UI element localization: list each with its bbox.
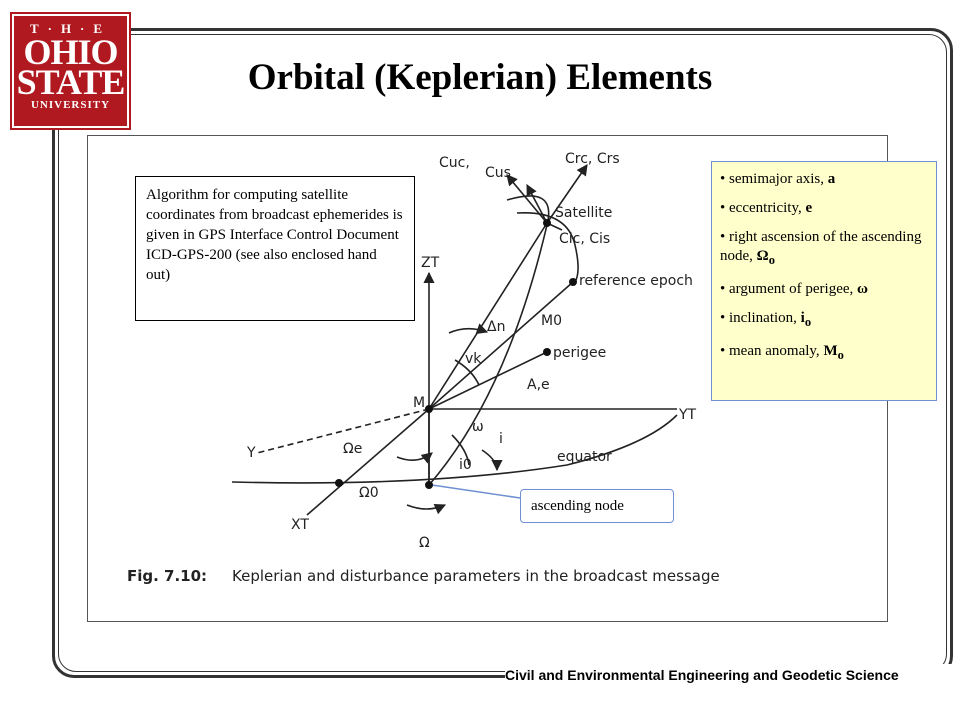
label-equator: equator xyxy=(557,449,612,465)
label-ae: A,e xyxy=(527,377,550,393)
element-right-ascension: • right ascension of the ascending node, $\Omega_o$ xyxy=(720,229,922,267)
ascending-node-point xyxy=(425,481,433,489)
label-yt: YT xyxy=(679,407,697,423)
logo-state: STATE xyxy=(16,62,125,102)
perigee-point xyxy=(543,348,551,356)
omega-point xyxy=(335,479,343,487)
element-inclination: • inclination, $i_o$ xyxy=(720,310,812,329)
label-delta-n: Δn xyxy=(487,319,506,335)
satellite-point xyxy=(543,219,551,227)
label-cic-cis: Cic, Cis xyxy=(559,231,611,247)
element-semimajor-axis: • semimajor axis, a xyxy=(720,171,836,187)
logo-ohio: OHIO xyxy=(23,32,118,72)
elements-list xyxy=(711,161,937,401)
reference-epoch-point xyxy=(569,278,577,286)
label-zt: ZT xyxy=(421,255,440,271)
label-cus: Cus xyxy=(485,165,511,181)
label-crc-crs: Crc, Crs xyxy=(565,151,620,167)
logo-the: T·H·E xyxy=(29,21,112,36)
orbit-curve xyxy=(429,196,549,485)
logo-university: UNIVERSITY xyxy=(30,99,111,111)
label-y: Y xyxy=(247,445,256,461)
element-argument-of-perigee: • argument of perigee, ω xyxy=(720,281,868,297)
element-eccentricity: • eccentricity, e xyxy=(720,200,813,216)
label-i-dot: i xyxy=(499,431,503,447)
label-omega-e: Ωe xyxy=(343,441,363,457)
label-omega-0: Ω0 xyxy=(359,485,379,501)
ascending-node-callout: ascending node xyxy=(520,489,674,523)
label-satellite: Satellite xyxy=(555,205,613,221)
m-point xyxy=(425,405,433,413)
label-vk: vk xyxy=(465,351,482,367)
algorithm-note: Algorithm for computing satellite coordinates from broadcast ephemerides is given in GPS Interface Control Document ICD-GPS-200 (see also enclosed hand out) xyxy=(135,176,415,321)
label-perigee: perigee xyxy=(553,345,607,361)
footer-department: Civil and Environmental Engineering and Geodetic Science xyxy=(505,664,960,686)
figure-caption-text: Keplerian and disturbance parameters in the broadcast message xyxy=(232,567,720,585)
label-xt: XT xyxy=(291,517,309,533)
osu-logo xyxy=(12,14,129,128)
label-reference-epoch: reference epoch xyxy=(579,273,693,289)
label-cuc: Cuc, xyxy=(439,155,470,171)
figure-caption-label: Fig. 7.10: xyxy=(127,567,208,585)
label-m: M xyxy=(413,395,426,411)
element-mean-anomaly: • mean anomaly, $M_o$ xyxy=(720,343,844,362)
slide-title: Orbital (Keplerian) Elements xyxy=(247,57,713,98)
label-omega-small: ω xyxy=(472,419,484,435)
label-omega-dot: Ω xyxy=(419,535,430,551)
label-m0: M0 xyxy=(541,313,562,329)
label-i0: i0 xyxy=(459,457,472,473)
